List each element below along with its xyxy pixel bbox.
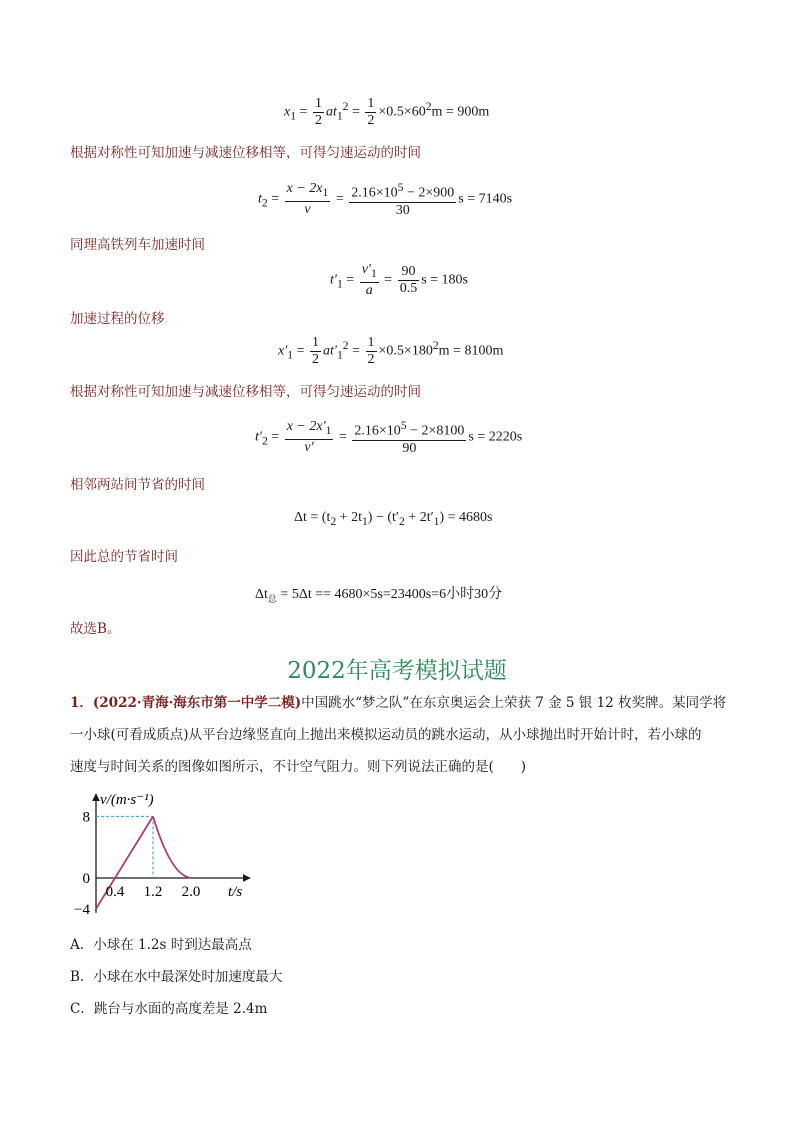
equation-delta-t: $\Delta t = (t_2 + 2t_1) - (t'_2 + 2t'_1) = 4680s$ bbox=[294, 510, 493, 528]
question-text-1: 中国跳水“梦之队”在东京奥运会上荣获 7 金 5 银 12 枚奖牌。某同学将 bbox=[301, 695, 727, 711]
question-line-1 bbox=[70, 694, 726, 712]
question-number: 1． bbox=[70, 695, 93, 711]
velocity-decay-curve bbox=[153, 816, 191, 878]
y-tick-label: 8 bbox=[82, 809, 90, 826]
option-b[interactable]: B．小球在水中最深处时加速度最大 bbox=[70, 969, 283, 985]
solution-text-1: 根据对称性可知加速与减速位移相等，可得匀速运动的时间 bbox=[70, 145, 421, 161]
vt-chart bbox=[74, 788, 258, 918]
solution-text-2: 同理高铁列车加速时间 bbox=[70, 237, 205, 253]
option-a[interactable]: A．小球在 1.2s 时到达最高点 bbox=[70, 937, 252, 953]
equation-t1-prime: $t'_1$ = $\frac{v'_1}{a}$ = $\frac{90}{0.5}$ s = 180s bbox=[330, 262, 468, 298]
y-axis-label: v/(m·s⁻¹) bbox=[100, 792, 154, 808]
solution-text-3: 加速过程的位移 bbox=[70, 311, 165, 327]
solution-text-5: 相邻两站间节省的时间 bbox=[70, 477, 205, 493]
question-line-3: 速度与时间关系的图像如图所示，不计空气阻力。则下列说法正确的是( ) bbox=[70, 759, 527, 775]
equation-total: $\Delta t_总 = 5\Delta t == 4680\times 5s=23400s=6$小时30分 bbox=[255, 587, 503, 604]
solution-text-4: 根据对称性可知加速与减速位移相等，可得匀速运动的时间 bbox=[70, 384, 421, 400]
x-tick-label: 0.4 bbox=[105, 884, 125, 900]
question-source: (2022·青海·海东市第一中学二模) bbox=[92, 695, 302, 711]
equation-t2-prime: $t'_2$ = $\frac{x - 2x'_1}{v'}$ = $\frac{2.16\times 10^5 - 2\times 8100}{90}$ s = 2220s bbox=[255, 418, 523, 456]
solution-text-6: 因此总的节省时间 bbox=[70, 549, 178, 565]
x-tick-label: 1.2 bbox=[143, 884, 163, 900]
section-title: 2022年高考模拟试题 bbox=[287, 658, 507, 684]
equation-x1: $x_1$ = $\frac{1}{2}$ $at_1^2$ = $\frac{1}{2}$ $\times 0.5\times 60^2m = 900m$ bbox=[284, 96, 490, 128]
x-axis-label: t/s bbox=[228, 884, 243, 900]
y-tick-label: −4 bbox=[74, 901, 90, 918]
solution-answer: 故选B。 bbox=[70, 621, 121, 637]
option-c[interactable]: C．跳台与水面的高度差是 2.4m bbox=[70, 1001, 268, 1017]
equation-x1-prime: $x'_1$ = $\frac{1}{2}$ $at'_1^2$ = $\frac{1}{2}$ $\times 0.5\times 180^2m = 8100m$ bbox=[278, 335, 504, 367]
question-line-2: 一小球(可看成质点)从平台边缘竖直向上抛出来模拟运动员的跳水运动，从小球抛出时开始计时，若小球的 bbox=[70, 727, 702, 743]
y-tick-label: 0 bbox=[82, 871, 90, 887]
equation-t2: $t_2$ = $\frac{x - 2x_1}{v}$ = $\frac{2.16\times 10^5 - 2\times 900}{30}$ s = 7140s bbox=[258, 180, 513, 218]
x-tick-label: 2.0 bbox=[181, 884, 201, 900]
